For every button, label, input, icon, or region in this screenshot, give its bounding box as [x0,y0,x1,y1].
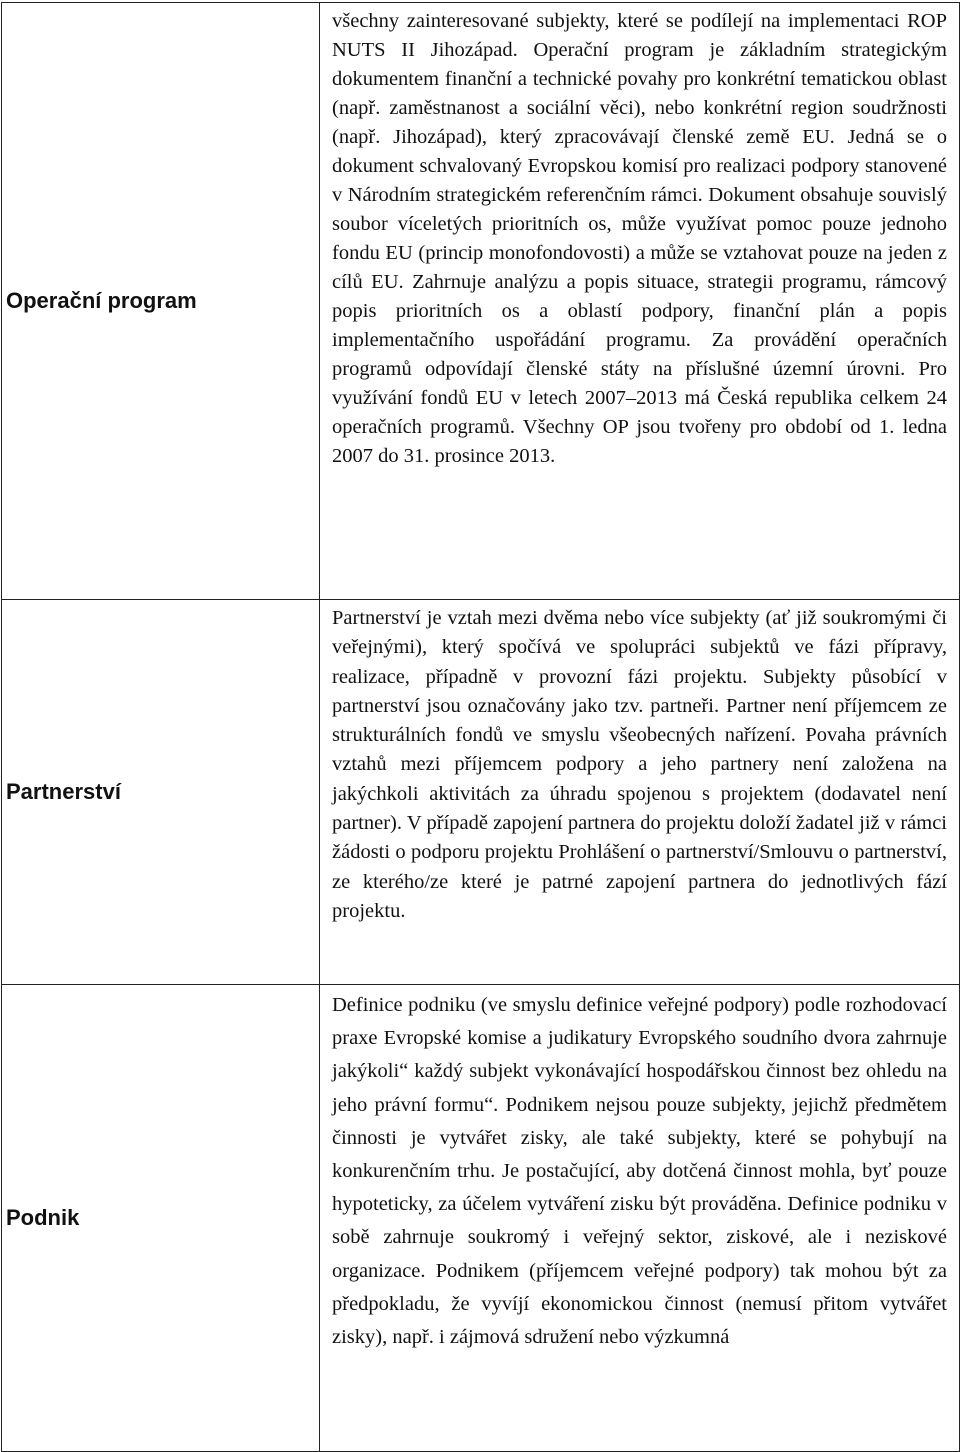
glossary-table [1,2,960,1452]
term-cell: Podnik [2,985,320,1452]
table-row [2,985,960,1452]
definition-cell: všechny zainteresované subjekty, které se podílejí na implementaci ROP NUTS II Jihozápad. Operační program je základním strategickým dokumentem finanční a technické povahy pro konkrétní tematickou oblast (např. zaměstnanost a sociální věci), nebo konkrétní region soudržnosti (např. Jihozápad), který zpracovávají členské země EU. Jedná se o dokument schvalovaný Evropskou komisí pro realizaci podpory stanovené v Národním strategickém referenčním rámci. Dokument obsahuje souvislý soubor víceletých prioritních os, může využívat pomoc pouze jednoho fondu EU (princip monofondovosti) a může se vztahovat pouze na jeden z cílů EU. Zahrnuje analýzu a popis situace, strategii programu, rámcový popis prioritních os a oblastí podpory, finanční plán a popis implementačního uspořádání programu. Za provádění operačních programů odpovídají členské státy na příslušné územní úrovni. Pro využívání fondů EU v letech 2007–2013 má Česká republika celkem 24 operačních programů. Všechny OP jsou tvořeny pro období od 1. ledna 2007 do 31. prosince 2013. [320,3,960,600]
term-cell: Partnerství [2,600,320,985]
term-cell: Operační program [2,3,320,600]
table-row [2,3,960,600]
table-row [2,600,960,985]
definition-cell: Definice podniku (ve smyslu definice veřejné podpory) podle rozhodovací praxe Evropské komise a judikatury Evropského soudního dvora zahrnuje jakýkoli“ každý subjekt vykonávající hospodářskou činnost bez ohledu na jeho právní formu“. Podnikem nejsou pouze subjekty, jejichž předmětem činnosti je vytvářet zisky, ale také subjekty, které se pohybují na konkurenčním trhu. Je postačující, aby dotčená činnost mohla, byť pouze hypoteticky, za účelem vytváření zisku být prováděna. Definice podniku v sobě zahrnuje soukromý i veřejný sektor, ziskové, ale i neziskové organizace. Podnikem (příjemcem veřejné podpory) tak mohou být za předpokladu, že vyvíjí ekonomickou činnost (nemusí přitom vytvářet zisky), např. i zájmová sdružení nebo výzkumná [320,985,960,1452]
definition-cell: Partnerství je vztah mezi dvěma nebo více subjekty (ať již soukromými či veřejnými), který spočívá ve spolupráci subjektů ve fázi přípravy, realizace, případně v provozní fázi projektu. Subjekty působící v partnerství jsou označovány jako tzv. partneři. Partner není příjemcem ze strukturálních fondů ve smyslu všeobecných nařízení. Povaha právních vztahů mezi příjemcem podpory a jeho partnery není založena na jakýchkoli aktivitách za úhradu spojenou s projektem (dodavatel není partner). V případě zapojení partnera do projektu doloží žadatel již v rámci žádosti o podporu projektu Prohlášení o partnerství/Smlouvu o partnerství, ze kterého/ze které je patrné zapojení partnera do jednotlivých fází projektu. [320,600,960,985]
